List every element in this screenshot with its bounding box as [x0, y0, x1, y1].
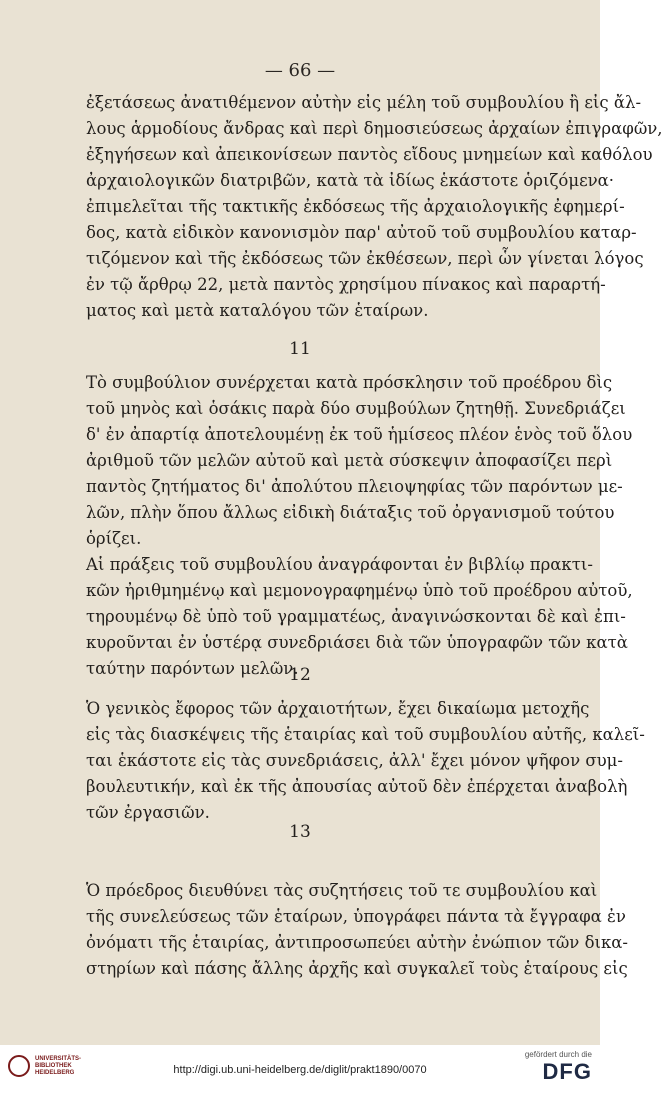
text-line: ἐν τῷ ἄρθρῳ 22, μετὰ παντὸς χρησίμου πίνακος καὶ παραρτή- [86, 275, 606, 294]
viewer-footer [0, 1045, 600, 1098]
text-line: τῶν ἐργασιῶν. [86, 803, 210, 822]
text-line: τοῦ μηνὸς καὶ ὁσάκις παρὰ δύο συμβούλων ζητηθῇ. Συνεδριάζει [86, 399, 626, 418]
text-line: λους ἁρμοδίους ἄνδρας καὶ περὶ δημοσιεύσεως ἀρχαίων ἐπιγραφῶν, [86, 119, 663, 138]
funding-notice [525, 1050, 592, 1085]
text-line: τῆς συνελεύσεως τῶν ἑταίρων, ὑπογράφει πάντα τὰ ἔγγραφα ἐν [86, 907, 626, 926]
dfg-logo: DFG [542, 1059, 592, 1084]
permalink-url[interactable]: http://digi.ub.uni-heidelberg.de/diglit/prakt1890/0070 [173, 1064, 427, 1076]
text-line: τηρουμένῳ δὲ ὑπὸ τοῦ γραμματέως, ἀναγινώσκονται δὲ καὶ ἐπι- [86, 607, 626, 626]
text-line: ὀνόματι τῆς ἑταιρίας, ἀντιπροσωπεύει αὐτὴν ἐνώπιον τῶν δικα- [86, 933, 629, 952]
text-line: βουλευτικήν, καὶ ἐκ τῆς ἀπουσίας αὐτοῦ δὲν ἐπέρχεται ἀναβολὴ [86, 777, 628, 796]
text-line: εἰς τὰς διασκέψεις τῆς ἑταιρίας καὶ τοῦ συμβουλίου αὐτῆς, καλεῖ- [86, 725, 645, 744]
page-number: — 66 — [264, 60, 336, 81]
text-line: παντὸς ζητήματος δι' ἀπολύτου πλειοψηφίας τῶν παρόντων με- [86, 477, 623, 496]
funded-by-label: gefördert durch die [524, 1050, 592, 1059]
section-number-12: 12 [289, 665, 311, 685]
section-number-11: 11 [289, 339, 311, 359]
text-line: ἐξετάσεως ἀνατιθέμενον αὐτὴν εἰς μέλη τοῦ συμβουλίου ἢ εἰς ἄλ- [86, 93, 642, 112]
text-line: Αἱ πράξεις τοῦ συμβουλίου ἀναγράφονται ἐν βιβλίῳ πρακτι- [86, 555, 593, 574]
text-line: κυροῦνται ἐν ὑστέρᾳ συνεδριάσει διὰ τῶν ὑπογραφῶν τῶν κατὰ [86, 633, 628, 652]
section-number-13: 13 [289, 822, 311, 842]
text-line: στηρίων καὶ πάσης ἄλλης ἀρχῆς καὶ συγκαλεῖ τοὺς ἑταίρους εἰς [86, 959, 628, 978]
text-line: ματος καὶ μετὰ καταλόγου τῶν ἑταίρων. [86, 301, 429, 320]
text-line: Ὁ πρόεδρος διευθύνει τὰς συζητήσεις τοῦ τε συμβουλίου καὶ [86, 881, 598, 900]
text-line: ἀρχαιολογικῶν διατριβῶν, κατὰ τὰ ἰδίως ἑκάστοτε ὁριζόμενα· [86, 171, 615, 190]
text-line: Ὁ γενικὸς ἔφορος τῶν ἀρχαιοτήτων, ἔχει δικαίωμα μετοχῆς [86, 699, 590, 718]
text-line: ἐπιμελεῖται τῆς τακτικῆς ἐκδόσεως τῆς ἀρχαιολογικῆς ἐφημερί- [86, 197, 625, 216]
text-line: ται ἑκάστοτε εἰς τὰς συνεδριάσεις, ἀλλ' ἔχει μόνον ψῆφον συμ- [86, 751, 623, 770]
text-line: κῶν ἠριθμημένῳ καὶ μεμονογραφημένῳ ὑπὸ τοῦ προέδρου αὐτοῦ, [86, 581, 633, 600]
text-line: ἐξηγήσεων καὶ ἀπεικονίσεων παντὸς εἴδους μνημείων καὶ καθόλου [86, 145, 653, 164]
text-line: δ' ἐν ἀπαρτίᾳ ἀποτελουμένῃ ἐκ τοῦ ἡμίσεος πλέον ἑνὸς τοῦ ὅλου [86, 425, 633, 444]
text-line: λῶν, πλὴν ὅπου ἄλλως εἰδικὴ διάταξις τοῦ ὀργανισμοῦ τούτου [86, 503, 615, 522]
text-line: τιζόμενον καὶ τῆς ἐκδόσεως τῶν ἐκθέσεων, περὶ ὧν γίνεται λόγος [86, 249, 644, 268]
text-line: δος, κατὰ εἰδικὸν κανονισμὸν παρ' αὐτοῦ τοῦ συμβουλίου καταρ- [86, 223, 637, 242]
text-line: ταύτην παρόντων μελῶν. [86, 659, 299, 678]
text-line: Τὸ συμβούλιον συνέρχεται κατὰ πρόσκλησιν τοῦ προέδρου δὶς [86, 373, 613, 392]
text-line: ἀριθμοῦ τῶν μελῶν αὐτοῦ καὶ μετὰ σύσκεψιν ἀποφασίζει περὶ [86, 451, 613, 470]
library-name: UNIVERSITÄTS- BIBLIOTHEK HEIDELBERG [35, 1055, 82, 1076]
text-line: ὁρίζει. [86, 529, 142, 548]
